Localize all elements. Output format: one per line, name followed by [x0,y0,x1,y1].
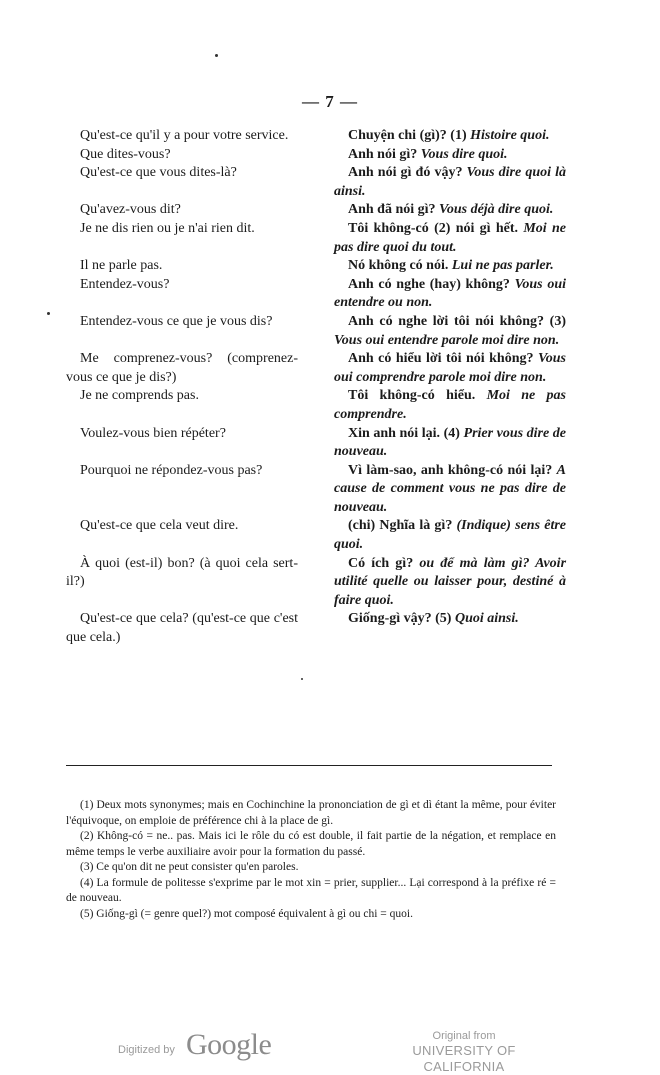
vietnamese-phrase [334,220,566,257]
french-phrase: Qu'avez-vous dit? [80,202,181,218]
phrase-row [66,425,566,462]
phrase-row [66,387,566,424]
literal-translation: Moi ne pas comprendre. [334,388,566,422]
vietnamese-text: Anh nói gì đó vậy? [348,165,467,181]
vietnamese-text: Xin anh nói lại. (4) [348,425,464,441]
footnote-separator [66,765,552,766]
literal-translation: Quoi ainsi. [454,611,519,627]
phrase-row [66,517,566,554]
vietnamese-phrase [334,517,566,554]
phrase-row [66,146,566,165]
vietnamese-text: Có ích gì? [348,555,420,571]
french-phrase: Me comprenez-vous? (comprenez-vous ce que je dis?) [66,351,298,385]
phrase-row [66,201,566,220]
phrase-row [66,555,566,611]
vietnamese-phrase [334,146,566,165]
french-phrase: Je ne dis rien ou je n'ai rien dit. [80,220,255,236]
french-phrase: À quoi (est-il) bon? (à quoi cela sert-il?) [66,555,298,590]
french-phrase: Entendez-vous? [80,276,170,292]
footnote-4: (4) La formule de politesse s'exprime par le mot xin = prier, supplier... Lại correspond à la préfixe ré = de nouveau. [66,876,556,904]
vietnamese-text: Anh có nghe lời tôi nói không? (3) [348,313,566,329]
literal-translation: ou để mà làm gì? Avoir utilité quelle ou laisser pour, destiné à faire quoi. [334,555,567,608]
ink-speck [215,54,218,57]
phrase-row [66,350,566,387]
phrase-row [66,127,566,146]
vietnamese-phrase [334,257,566,276]
vietnamese-phrase [334,313,566,350]
vietnamese-phrase [334,610,566,647]
french-phrase: Qu'est-ce que cela? (qu'est-ce que c'est que cela.) [66,611,298,646]
phrase-row [66,276,566,313]
french-phrase: Voulez-vous bien répéter? [80,425,226,441]
phrase-row [66,220,566,257]
google-logo: Google [186,1028,272,1061]
digitization-footer [0,1028,660,1074]
vietnamese-text: Anh có hiểu lời tôi nói không? [348,351,538,367]
vietnamese-text: Vì làm-sao, anh không-có nói lại? [348,462,557,478]
phrase-row [66,610,566,647]
vietnamese-phrase [334,350,566,387]
french-phrase: Que dites-vous? [80,146,171,162]
footnote-5: (5) Giống-gì (= genre quel?) mot composé équivalent à gì ou chi = quoi. [80,907,413,920]
vietnamese-phrase [334,425,566,462]
vietnamese-text: Anh có nghe (hay) không? [348,276,515,292]
literal-translation: Vous oui entendre ou non. [334,276,566,311]
french-phrase: Qu'est-ce que cela veut dire. [80,518,239,534]
phrase-row [66,257,566,276]
vietnamese-phrase [334,127,566,146]
footnote-3: (3) Ce qu'on dit ne peut consister qu'en paroles. [80,861,299,873]
french-phrase: Qu'est-ce qu'il y a pour votre service. [80,128,289,143]
footnote-1: (1) Deux mots synonymes; mais en Cochinchine la prononciation de gì et dì étant la même, pour éviter l'équivoque, on emploie de préférence chi à la place de gì. [66,799,556,827]
digitized-by-label: Digitized by [118,1044,175,1056]
vietnamese-text: (chi) Nghĩa là gì? [348,518,457,534]
vietnamese-phrase [334,276,566,313]
page-number: — 7 — [302,92,358,111]
literal-translation: Vous dire quoi là ainsi. [334,165,566,199]
footnotes [66,798,556,922]
literal-translation: (Indique) sens être quoi. [334,518,566,553]
phrase-row [66,164,566,201]
phrase-row [66,313,566,350]
vietnamese-phrase [334,164,566,201]
vietnamese-text: Tôi không-có (2) nói gì hết. [348,220,524,236]
vietnamese-text: Tôi không-có hiểu. [348,388,487,404]
phrase-table [66,127,566,648]
literal-translation: A cause de comment vous ne pas dire de nouveau. [334,462,566,515]
vietnamese-text: Chuyện chi (gì)? (1) [348,128,471,143]
literal-translation: Vous dire quoi. [420,146,508,162]
literal-translation: Lui ne pas parler. [451,258,554,274]
french-phrase: Entendez-vous ce que je vous dis? [80,313,273,329]
literal-translation: Moi ne pas dire quoi du tout. [334,220,567,255]
origin-notice [378,1030,550,1075]
original-from-label: Original from [432,1030,496,1042]
ink-speck [301,678,303,680]
vietnamese-phrase [334,387,566,424]
vietnamese-text: Anh đã nói gì? [348,202,440,218]
vietnamese-text: Giống-gì vậy? (5) [348,611,455,627]
vietnamese-phrase [334,462,566,518]
french-phrase: Qu'est-ce que vous dites-là? [80,165,237,181]
literal-translation: Histoire quoi. [470,128,550,143]
french-phrase: Pourquoi ne répondez-vous pas? [80,462,263,478]
french-phrase: Il ne parle pas. [80,258,163,274]
literal-translation: Vous oui comprendre parole moi dire non. [334,351,566,385]
footnote-2: (2) Không-có = ne.. pas. Mais ici le rôle du có est double, il fait partie de la négation, et remplace en même temps le verbe auxiliaire avoir pour la formation du passé. [66,830,556,858]
literal-translation: Vous oui entendre parole moi dire non. [334,332,560,348]
literal-translation: Vous déjà dire quoi. [439,202,554,218]
ink-speck [47,312,50,315]
university-label: UNIVERSITY OF CALIFORNIA [412,1043,516,1074]
vietnamese-phrase [334,201,566,220]
vietnamese-text: Anh nói gì? [348,146,421,162]
vietnamese-text: Nó không có nói. [348,258,452,274]
french-phrase: Je ne comprends pas. [80,388,199,404]
phrase-row [66,462,566,518]
literal-translation: Prier vous dire de nouveau. [334,425,567,460]
vietnamese-phrase [334,555,566,611]
